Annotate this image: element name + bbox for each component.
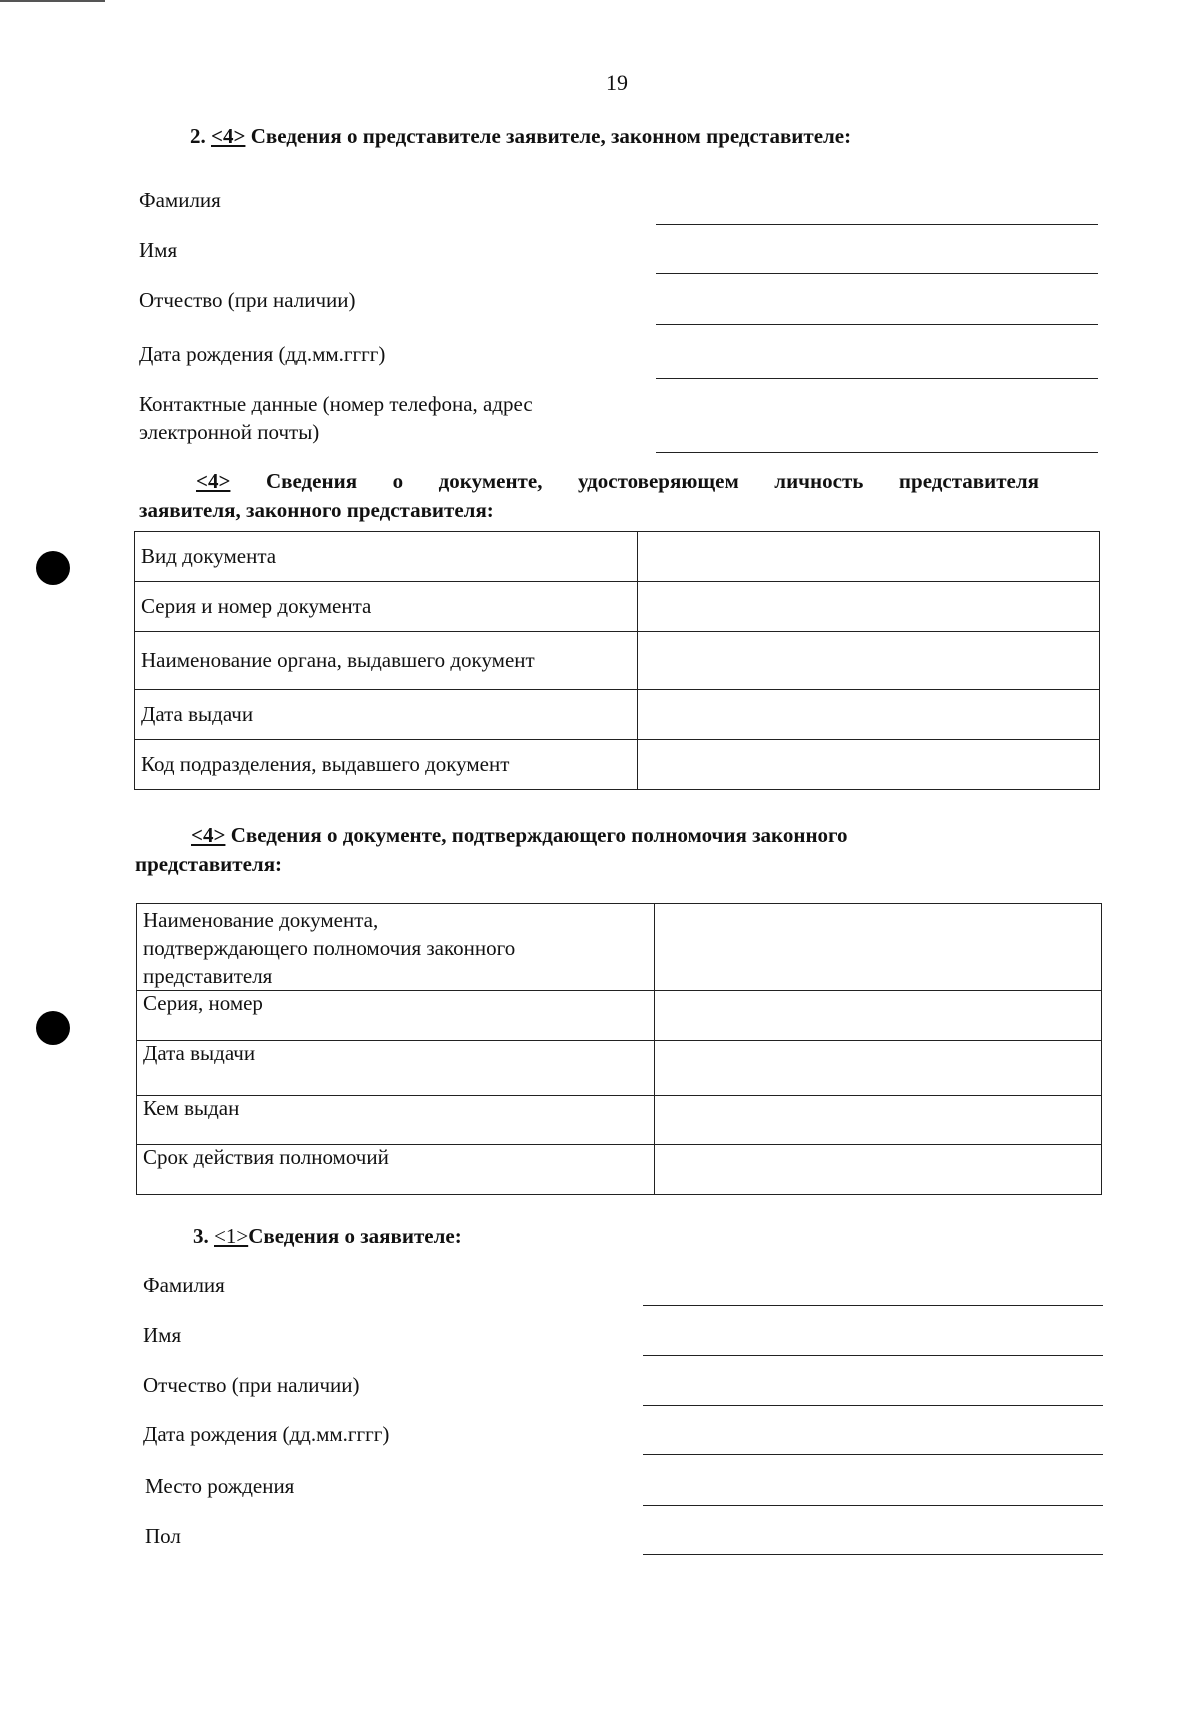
table-row	[135, 532, 1100, 582]
id-doc-type-label: Вид документа	[135, 532, 638, 582]
rep-patronymic-label: Отчество (при наличии)	[139, 288, 356, 312]
applicant-name-field[interactable]	[643, 1355, 1103, 1356]
id-doc-table	[134, 531, 1100, 790]
authority-doc-series-value[interactable]	[654, 991, 1101, 1041]
rep-contact-label-line2: электронной почты)	[139, 420, 320, 444]
table-row	[137, 1145, 1102, 1195]
section3-number: 3.	[193, 1224, 209, 1248]
rep-contact-field[interactable]	[656, 452, 1098, 453]
id-doc-type-value[interactable]	[637, 532, 1099, 582]
rep-birthdate-field[interactable]	[656, 378, 1098, 379]
authority-doc-name-line3: представителя	[143, 964, 273, 988]
id-doc-issue-date-value[interactable]	[637, 690, 1099, 740]
authority-doc-ref[interactable]: <4>	[191, 823, 226, 847]
table-row	[135, 740, 1100, 790]
authority-doc-name-line2: подтверждающего полномочия законного	[143, 936, 516, 960]
authority-doc-issuer-value[interactable]	[654, 1096, 1101, 1145]
table-row	[135, 582, 1100, 632]
section3-ref[interactable]: <1>	[214, 1224, 249, 1248]
scan-edge-mark	[0, 0, 105, 2]
applicant-sex-field[interactable]	[643, 1554, 1103, 1555]
applicant-sex-label: Пол	[145, 1524, 181, 1548]
section3-title: Сведения о заявителе:	[248, 1224, 462, 1248]
authority-doc-issue-date-label: Дата выдачи	[137, 1041, 655, 1096]
id-doc-issuer-value[interactable]	[637, 632, 1099, 690]
rep-surname-field[interactable]	[656, 224, 1098, 225]
rep-name-label: Имя	[139, 238, 178, 262]
id-doc-issuer-label: Наименование органа, выдавшего документ	[135, 632, 638, 690]
authority-doc-name-line1: Наименование документа,	[143, 908, 379, 932]
authority-doc-issuer-label: Кем выдан	[137, 1096, 655, 1145]
applicant-patronymic-label: Отчество (при наличии)	[143, 1373, 360, 1397]
rep-patronymic-field[interactable]	[656, 324, 1098, 325]
authority-doc-name-value[interactable]	[654, 904, 1101, 991]
id-doc-ref[interactable]: <4>	[196, 469, 231, 493]
id-doc-division-code-label: Код подразделения, выдавшего документ	[135, 740, 638, 790]
rep-surname-label: Фамилия	[139, 188, 221, 212]
applicant-birthdate-field[interactable]	[643, 1454, 1103, 1455]
authority-doc-heading-line1	[191, 823, 848, 848]
id-doc-title: Сведения о документе, удостоверяющем личность представителя	[266, 469, 1039, 493]
authority-doc-validity-value[interactable]	[654, 1145, 1101, 1195]
applicant-patronymic-field[interactable]	[643, 1405, 1103, 1406]
id-doc-series-value[interactable]	[637, 582, 1099, 632]
section2-title: Сведения о представителе заявителе, законном представителе:	[250, 124, 852, 148]
rep-birthdate-label: Дата рождения (дд.мм.гггг)	[139, 342, 386, 366]
applicant-birthdate-label: Дата рождения (дд.мм.гггг)	[143, 1422, 390, 1446]
authority-doc-table	[136, 903, 1102, 1195]
table-row	[135, 632, 1100, 690]
id-doc-issue-date-label: Дата выдачи	[135, 690, 638, 740]
authority-doc-name-label	[137, 904, 655, 991]
section2-number: 2.	[190, 124, 206, 148]
applicant-surname-field[interactable]	[643, 1305, 1103, 1306]
rep-name-field[interactable]	[656, 273, 1098, 274]
section2-heading	[190, 124, 851, 149]
punch-hole-mark	[36, 1011, 70, 1045]
table-row	[137, 991, 1102, 1041]
id-doc-heading-line2: заявителя, законного представителя:	[139, 498, 494, 522]
rep-contact-label-line1: Контактные данные (номер телефона, адрес	[139, 392, 533, 416]
authority-doc-title: Сведения о документе, подтверждающего полномочия законного	[230, 823, 848, 847]
page-number: 19	[606, 70, 628, 95]
punch-hole-mark	[36, 551, 70, 585]
table-row	[137, 904, 1102, 991]
table-row	[137, 1041, 1102, 1096]
authority-doc-heading-line2: представителя:	[135, 852, 283, 876]
id-doc-division-code-value[interactable]	[637, 740, 1099, 790]
applicant-birthplace-field[interactable]	[643, 1505, 1103, 1506]
authority-doc-issue-date-value[interactable]	[654, 1041, 1101, 1096]
applicant-surname-label: Фамилия	[143, 1273, 225, 1297]
id-doc-series-label: Серия и номер документа	[135, 582, 638, 632]
id-doc-heading-line1	[139, 469, 1039, 494]
applicant-name-label: Имя	[143, 1323, 182, 1347]
table-row	[137, 1096, 1102, 1145]
applicant-birthplace-label: Место рождения	[145, 1474, 295, 1498]
authority-doc-series-label: Серия, номер	[137, 991, 655, 1041]
section2-ref[interactable]: <4>	[211, 124, 246, 148]
authority-doc-validity-label: Срок действия полномочий	[137, 1145, 655, 1195]
table-row	[135, 690, 1100, 740]
section3-heading	[193, 1224, 462, 1249]
